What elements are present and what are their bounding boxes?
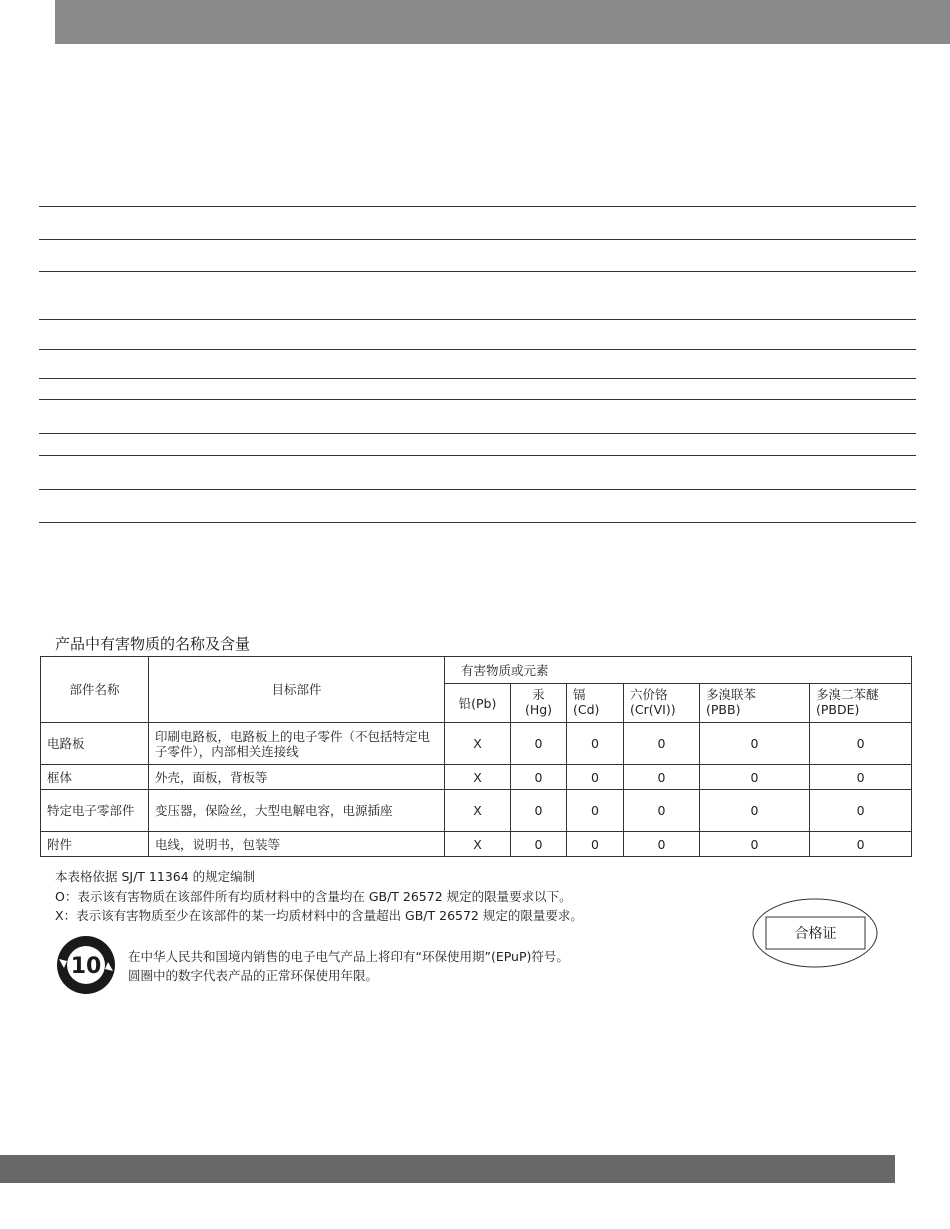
value-cell: 0 [567, 765, 624, 790]
value-cell: 0 [810, 723, 912, 765]
ruled-line [39, 271, 916, 272]
value-cell: 0 [624, 765, 700, 790]
part-name-cell: 特定电子零部件 [41, 790, 149, 832]
section-title: 产品中有害物质的名称及含量 [55, 635, 251, 653]
o-symbol-note: O：表示该有害物质在该部件所有均质材料中的含量均在 GB/T 26572 规定的限量要求以下。 [55, 889, 572, 904]
epup-recycle-icon [56, 935, 116, 995]
header-cadmium: 镉 (Cd) [567, 684, 624, 723]
ruled-line [39, 455, 916, 456]
ruled-line [39, 489, 916, 490]
header-mercury: 汞 (Hg) [511, 684, 567, 723]
ruled-line [39, 378, 916, 379]
header-target-parts: 目标部件 [149, 657, 445, 723]
value-cell: 0 [624, 832, 700, 857]
value-cell: 0 [624, 790, 700, 832]
header-lead: 铅(Pb) [445, 684, 511, 723]
value-cell: 0 [624, 723, 700, 765]
x-symbol-note: X：表示该有害物质至少在该部件的某一均质材料中的含量超出 GB/T 26572 规定的限量要求。 [55, 908, 583, 923]
table-row [41, 723, 912, 765]
value-cell: 0 [700, 723, 810, 765]
value-cell: 0 [700, 765, 810, 790]
standard-note: 本表格依据 SJ/T 11364 的规定编制 [55, 869, 256, 884]
value-cell: 0 [567, 790, 624, 832]
header-chromium: 六价铬 (Cr(VI)) [624, 684, 700, 723]
ruled-line [39, 349, 916, 350]
table-row [41, 832, 912, 857]
target-parts-cell: 外壳，面板，背板等 [149, 765, 445, 790]
epup-number: 10 [70, 954, 102, 979]
value-cell: X [445, 832, 511, 857]
ruled-line [39, 399, 916, 400]
ruled-line [39, 319, 916, 320]
ruled-line [39, 522, 916, 523]
value-cell: 0 [511, 832, 567, 857]
target-parts-cell: 变压器，保险丝，大型电解电容，电源插座 [149, 790, 445, 832]
header-pbb: 多溴联苯 (PBB) [700, 684, 810, 723]
value-cell: 0 [700, 832, 810, 857]
value-cell: 0 [567, 832, 624, 857]
value-cell: X [445, 790, 511, 832]
ruled-line [39, 239, 916, 240]
value-cell: 0 [810, 765, 912, 790]
epup-description-2: 圆圈中的数字代表产品的正常环保使用年限。 [128, 968, 379, 983]
epup-description: 在中华人民共和国境内销售的电子电气产品上将印有“环保使用期”(EPuP)符号。 [128, 949, 569, 964]
value-cell: 0 [511, 723, 567, 765]
value-cell: 0 [511, 790, 567, 832]
ruled-line [39, 433, 916, 434]
part-name-cell: 附件 [41, 832, 149, 857]
table-row [41, 790, 912, 832]
part-name-cell: 电路板 [41, 723, 149, 765]
table-row [41, 765, 912, 790]
target-parts-cell: 电线，说明书，包装等 [149, 832, 445, 857]
value-cell: X [445, 765, 511, 790]
target-parts-cell: 印刷电路板，电路板上的电子零件（不包括特定电子零件），内部相关连接线 [149, 723, 445, 765]
header-substance-group: 有害物质或元素 [445, 657, 912, 684]
header-part-name: 部件名称 [41, 657, 149, 723]
header-pbde: 多溴二苯醚 (PBDE) [810, 684, 912, 723]
value-cell: X [445, 723, 511, 765]
value-cell: 0 [567, 723, 624, 765]
hazardous-substances-table [40, 656, 912, 857]
value-cell: 0 [810, 832, 912, 857]
table-header-row [41, 657, 912, 684]
certificate-label: 合格证 [794, 926, 837, 942]
top-header-bar [55, 0, 950, 44]
value-cell: 0 [810, 790, 912, 832]
value-cell: 0 [511, 765, 567, 790]
bottom-footer-bar [0, 1155, 895, 1183]
ruled-line [39, 206, 916, 207]
part-name-cell: 框体 [41, 765, 149, 790]
value-cell: 0 [700, 790, 810, 832]
